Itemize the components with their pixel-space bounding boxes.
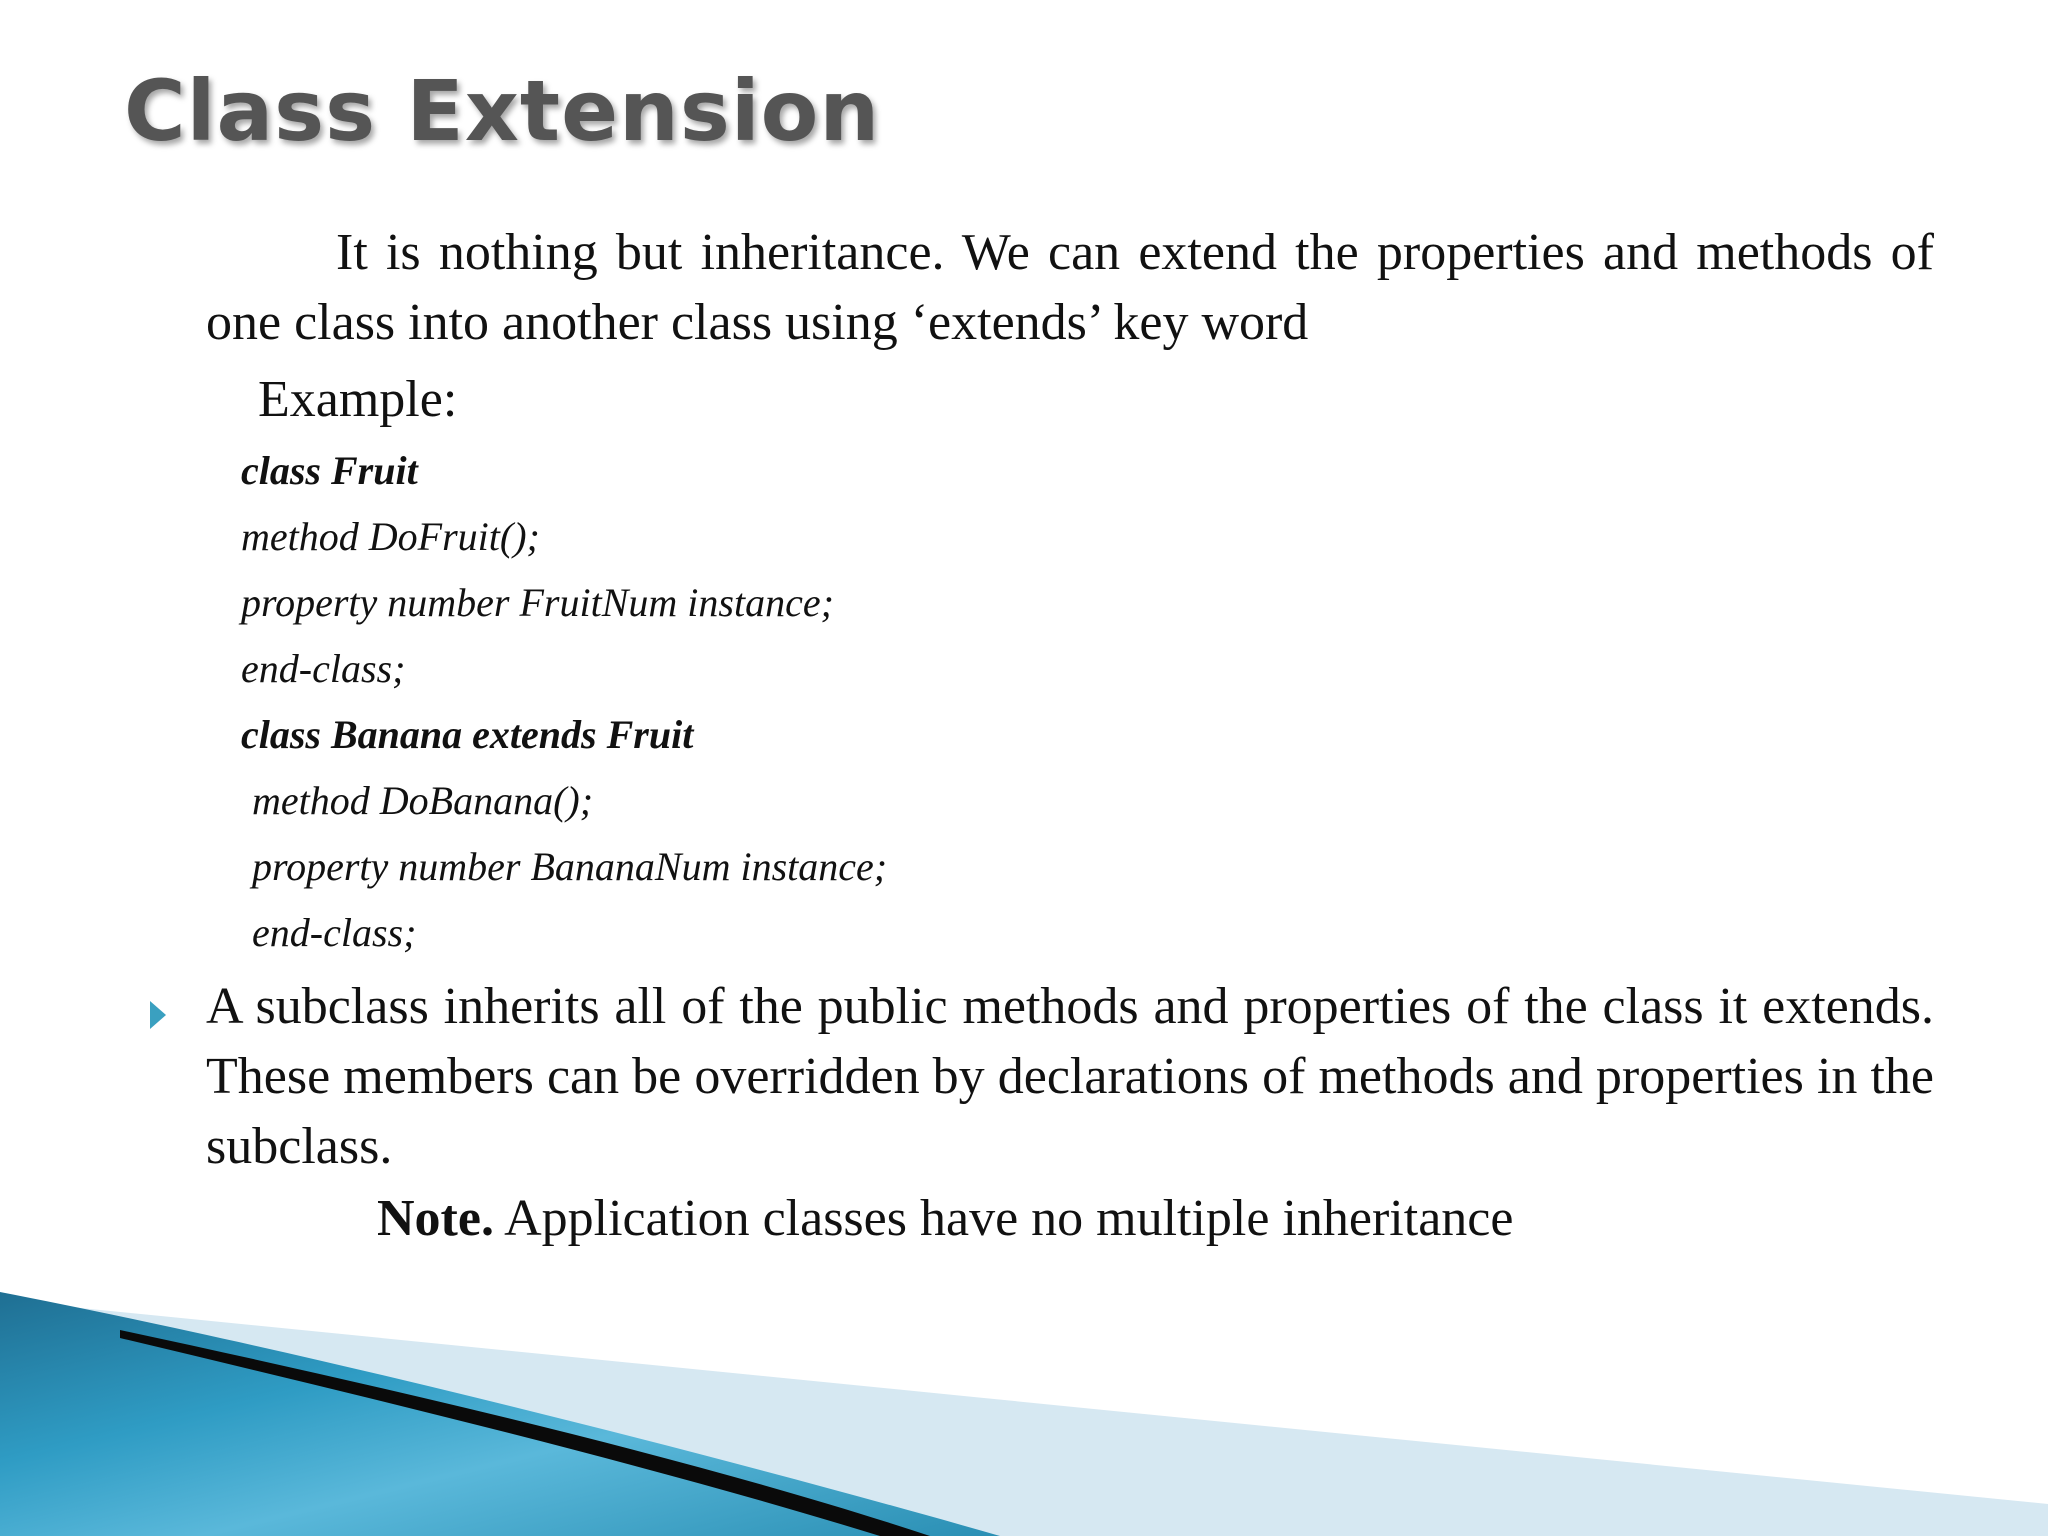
bullet-paragraph: A subclass inherits all of the public methods and properties of the class it extends. These members can be overridden by declarations of methods and properties in the subclass. bbox=[206, 978, 1934, 1175]
note-line bbox=[377, 1184, 1513, 1254]
code-line-end-class-fruit: end-class; bbox=[241, 646, 406, 691]
code-line-property-fruitnum: property number FruitNum instance; bbox=[241, 580, 834, 625]
note-text: Application classes have no multiple inheritance bbox=[493, 1190, 1514, 1247]
code-line-class-banana: class Banana extends Fruit bbox=[241, 712, 694, 757]
note-label: Note. bbox=[377, 1190, 494, 1247]
code-line-method-dofruit: method DoFruit(); bbox=[241, 514, 540, 559]
decorative-swoosh bbox=[0, 1280, 2048, 1536]
example-label: Example: bbox=[258, 371, 458, 428]
slide-title: Class Extension bbox=[124, 62, 881, 160]
bullet-arrow-icon bbox=[150, 1001, 166, 1029]
intro-paragraph: It is nothing but inheritance. We can extend the properties and methods of one class into another class using ‘extends’ key word bbox=[206, 224, 1934, 351]
code-line-property-banananum: property number BananaNum instance; bbox=[252, 844, 888, 889]
code-line-method-dobanana: method DoBanana(); bbox=[252, 778, 594, 823]
code-line-end-class-banana: end-class; bbox=[252, 910, 417, 955]
code-line-class-fruit: class Fruit bbox=[241, 448, 418, 493]
